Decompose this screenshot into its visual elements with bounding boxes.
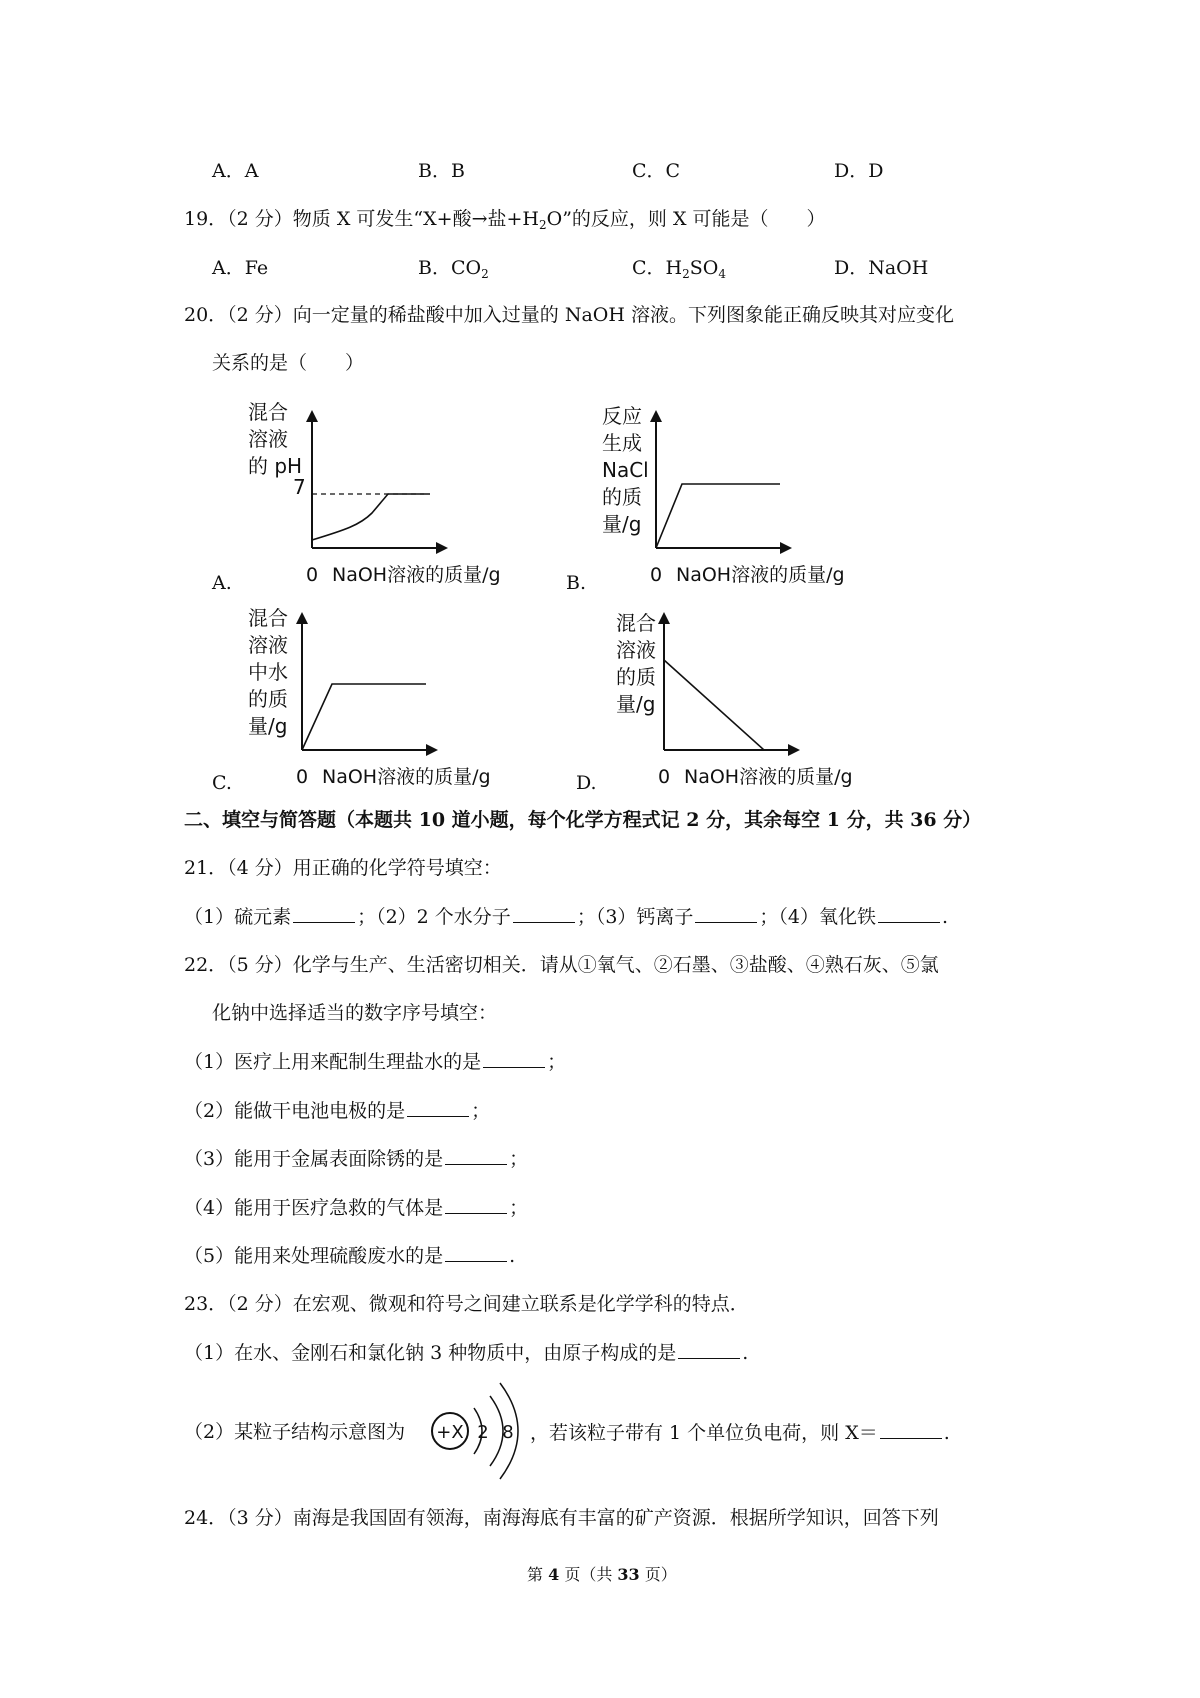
section2-title: 二、填空与简答题（本题共 10 道小题，每个化学方程式记 2 分，其余每空 1 分，共 36 分）: [184, 809, 982, 831]
q21-blank-4[interactable]: [878, 904, 940, 923]
q23-blank-2[interactable]: [880, 1420, 942, 1439]
chart-a: [290, 408, 460, 578]
q24-stem-line1: 24．（3 分）南海是我国固有领海，南海海底有丰富的矿产资源．根据所学知识，回答下列: [184, 1507, 939, 1529]
chart-d-series-line: [664, 660, 764, 750]
atom-shell-2-electrons: 8: [502, 1422, 514, 1443]
chart-b-origin: 0: [650, 564, 663, 586]
chart-b-axes: [650, 410, 792, 554]
q19-option-d: D．NaOH: [834, 257, 929, 279]
chart-d-axes: [658, 612, 800, 756]
chart-c-xlabel: NaOH溶液的质量/g: [322, 766, 491, 788]
q21-parts: （1）硫元素 ；（2）2 个水分子 ；（3）钙离子 ；（4）氧化铁 .: [184, 906, 949, 928]
chart-d-origin: 0: [658, 766, 671, 788]
chart-c-origin: 0: [296, 766, 309, 788]
chart-a-xlabel: NaOH溶液的质量/g: [332, 564, 501, 586]
atom-shell-2: [490, 1396, 503, 1466]
q22-blank-5[interactable]: [445, 1243, 507, 1262]
chart-d-option-label: D.: [576, 772, 597, 794]
q23-part1: （1）在水、金刚石和氯化钠 3 种物质中，由原子构成的是 .: [184, 1342, 749, 1364]
chart-b-option-label: B.: [566, 572, 587, 594]
chart-d-ylabel: 混合 溶液 的质 量/g: [616, 611, 656, 716]
q21-blank-2[interactable]: [513, 904, 575, 923]
atom-shell-1-electrons: 2: [477, 1422, 489, 1443]
q22-item-4: （4）能用于医疗急救的气体是 ；: [184, 1197, 529, 1219]
q21-blank-3[interactable]: [695, 904, 757, 923]
chart-a-origin: 0: [306, 564, 319, 586]
q21-stem: 21．（4 分）用正确的化学符号填空：: [184, 857, 502, 879]
chart-b-series-line: [656, 484, 780, 548]
q19-option-c: C．$H_2SO_4$: [632, 257, 726, 281]
chart-a-option-label: A.: [212, 572, 232, 594]
q22-blank-1[interactable]: [483, 1049, 545, 1068]
chart-d-xlabel: NaOH溶液的质量/g: [684, 766, 853, 788]
q19-option-a: A．Fe: [212, 257, 269, 279]
chart-a-series-line: [312, 494, 430, 540]
q22-item-3: （3）能用于金属表面除锈的是 ；: [184, 1148, 529, 1170]
chart-d: [642, 610, 812, 780]
chart-b: [634, 408, 804, 578]
q23-part2-pre: （2）某粒子结构示意图为: [184, 1421, 406, 1443]
chart-a-ylabel: 混合 溶液 的 pH: [248, 400, 303, 478]
chart-a-axes: [306, 410, 448, 554]
atom-structure-diagram: [428, 1378, 538, 1488]
q22-stem-line2: 化钠中选择适当的数字序号填空：: [212, 1002, 498, 1024]
q23-blank-1[interactable]: [678, 1340, 740, 1359]
q22-item-2: （2）能做干电池电极的是 ；: [184, 1100, 491, 1122]
chart-c-ylabel: 混合 溶液 中水 的质 量/g: [248, 606, 288, 738]
q20-stem-line2: 关系的是（ ）: [212, 352, 365, 374]
q20-stem-line1: 20．（2 分）向一定量的稀盐酸中加入过量的 NaOH 溶液。下列图象能正确反映其对应变化: [184, 304, 954, 326]
q23-part2-post: ，若该粒子带有 1 个单位负电荷，则 X＝ .: [530, 1422, 950, 1444]
chart-b-xlabel: NaOH溶液的质量/g: [676, 564, 845, 586]
atom-nucleus-label: +X: [436, 1422, 464, 1443]
q19-option-b: B．$CO_2$: [418, 257, 489, 281]
q22-blank-4[interactable]: [445, 1195, 507, 1214]
page-footer: 第 4 页（共 33 页）: [527, 1565, 677, 1584]
q18-option-c: C．C: [632, 160, 681, 182]
q22-item-5: （5）能用来处理硫酸废水的是 .: [184, 1245, 516, 1267]
chart-c: [280, 610, 450, 780]
q22-blank-3[interactable]: [445, 1146, 507, 1165]
chart-a-ref-label: 7: [293, 475, 306, 499]
q22-blank-2[interactable]: [407, 1098, 469, 1117]
q19-stem: 19．（2 分）物质 X 可发生“X+酸→盐$+H_2O$”的反应，则 X 可能是（ ）: [184, 208, 826, 232]
q22-stem-line1: 22．（5 分）化学与生产、生活密切相关．请从①氧气、②石墨、③盐酸、④熟石灰、⑤氯: [184, 954, 939, 976]
chart-b-ylabel: 反应 生成 NaCl 的质 量/g: [602, 404, 649, 536]
chart-c-series-line: [302, 684, 426, 750]
q18-option-a: A．A: [212, 160, 259, 182]
q22-item-1: （1）医疗上用来配制生理盐水的是 ；: [184, 1051, 567, 1073]
q21-blank-1[interactable]: [293, 904, 355, 923]
chart-c-option-label: C.: [212, 772, 232, 794]
q18-option-b: B．B: [418, 160, 465, 182]
q18-option-d: D．D: [834, 160, 884, 182]
q23-stem: 23．（2 分）在宏观、微观和符号之间建立联系是化学学科的特点．: [184, 1293, 749, 1315]
